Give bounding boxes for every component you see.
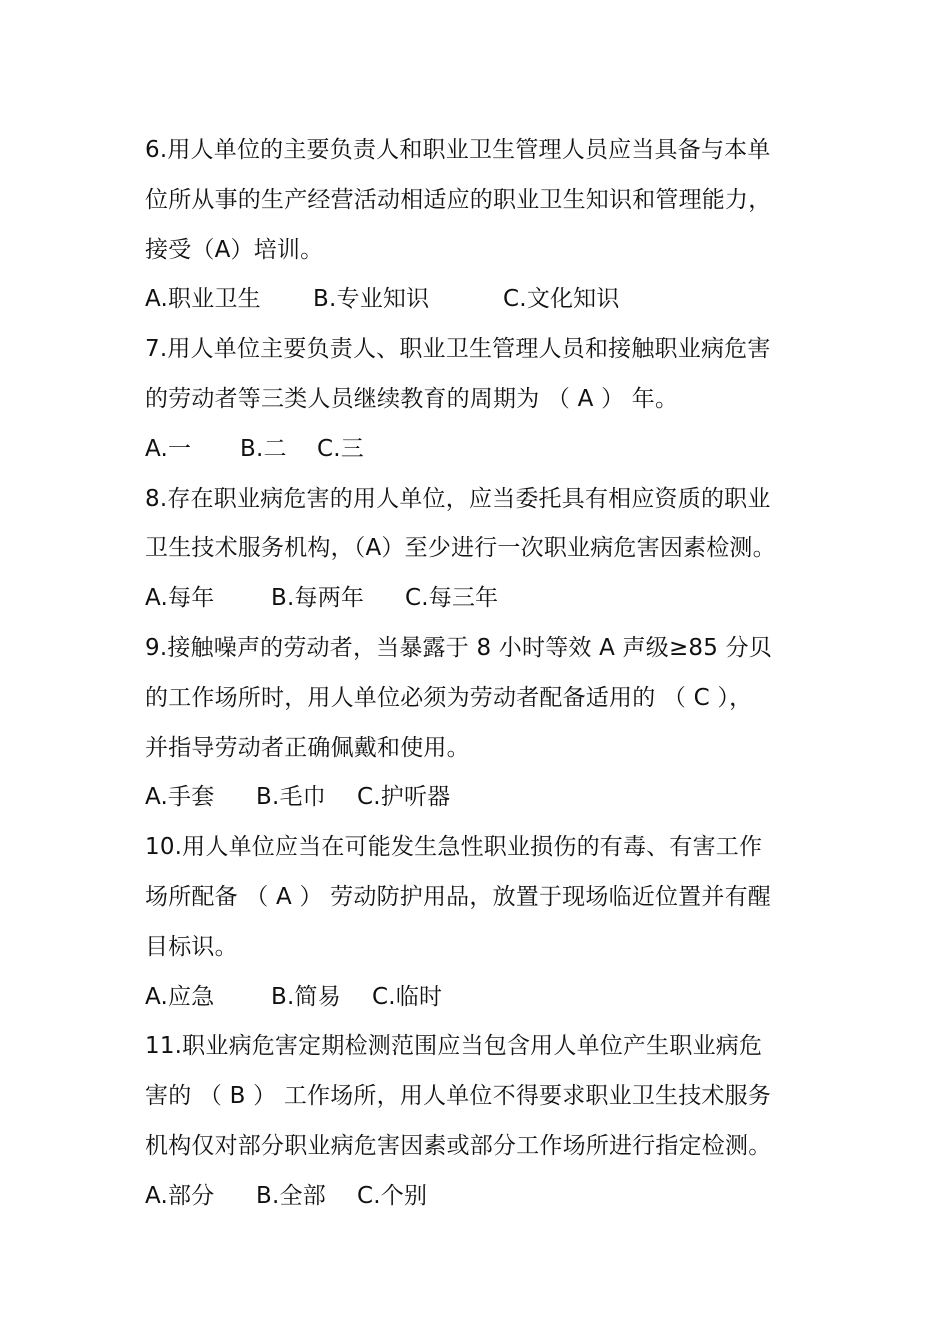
question-7-line-1: 7.用人单位主要负责人、职业卫生管理人员和接触职业病危害 (145, 336, 771, 363)
question-10-line-1: 10.用人单位应当在可能发生急性职业损伤的有毒、有害工作 (145, 834, 763, 861)
question-11-option-b: B.全部 (256, 1182, 326, 1209)
document-page (145, 126, 835, 1222)
question-7-options (145, 425, 835, 475)
question-10-options (145, 973, 835, 1023)
question-11 (145, 1022, 835, 1221)
question-9-option-a: A.手套 (145, 784, 215, 811)
question-6-options (145, 275, 835, 325)
question-11-option-a: A.部分 (145, 1182, 215, 1209)
question-9 (145, 624, 835, 823)
question-7 (145, 325, 835, 474)
question-7-line-2: 的劳动者等三类人员继续教育的周期为 （ A ） 年。 (145, 385, 679, 412)
question-10-option-b: B.简易 (271, 983, 341, 1010)
question-9-line-3: 并指导劳动者正确佩戴和使用。 (145, 734, 470, 761)
question-6 (145, 126, 835, 325)
question-6-option-c: C.文化知识 (503, 286, 620, 313)
question-7-option-c: C.三 (317, 435, 364, 462)
question-7-option-b: B.二 (240, 435, 287, 462)
question-8 (145, 475, 835, 624)
question-8-options (145, 574, 835, 624)
question-11-line-2: 害的 （ B ） 工作场所，用人单位不得要求职业卫生技术服务 (145, 1083, 772, 1110)
question-11-line-3: 机构仅对部分职业病危害因素或部分工作场所进行指定检测。 (145, 1132, 772, 1159)
question-8-line-2: 卫生技术服务机构，（A）至少进行一次职业病危害因素检测。 (145, 535, 776, 562)
question-10 (145, 823, 835, 1022)
question-10-line-2: 场所配备 （ A ） 劳动防护用品，放置于现场临近位置并有醒 (145, 883, 771, 910)
question-7-option-a: A.一 (145, 435, 192, 462)
question-11-line-1: 11.职业病危害定期检测范围应当包含用人单位产生职业病危 (145, 1033, 763, 1060)
question-8-option-c: C.每三年 (405, 585, 499, 612)
question-6-option-b: B.专业知识 (313, 286, 430, 313)
question-9-line-2: 的工作场所时，用人单位必须为劳动者配备适用的 （ C ）， (145, 684, 753, 711)
question-6-option-a: A.职业卫生 (145, 286, 261, 313)
question-6-line-3: 接受（A）培训。 (145, 236, 324, 263)
question-9-line-1: 9.接触噪声的劳动者，当暴露于 8 小时等效 A 声级≥85 分贝 (145, 634, 773, 661)
question-11-option-c: C.个别 (357, 1182, 428, 1209)
question-9-option-b: B.毛巾 (256, 784, 326, 811)
question-11-options (145, 1172, 835, 1222)
question-8-option-b: B.每两年 (271, 585, 365, 612)
question-9-option-c: C.护听器 (357, 784, 451, 811)
question-6-line-1: 6.用人单位的主要负责人和职业卫生管理人员应当具备与本单 (145, 137, 771, 163)
question-10-line-3: 目标识。 (145, 933, 238, 960)
question-8-line-1: 8.存在职业病危害的用人单位，应当委托具有相应资质的职业 (145, 485, 771, 512)
question-8-option-a: A.每年 (145, 585, 215, 612)
question-6-line-2: 位所从事的生产经营活动相适应的职业卫生知识和管理能力， (145, 186, 772, 213)
question-9-options (145, 773, 835, 823)
question-10-option-c: C.临时 (372, 983, 443, 1010)
question-10-option-a: A.应急 (145, 983, 215, 1010)
